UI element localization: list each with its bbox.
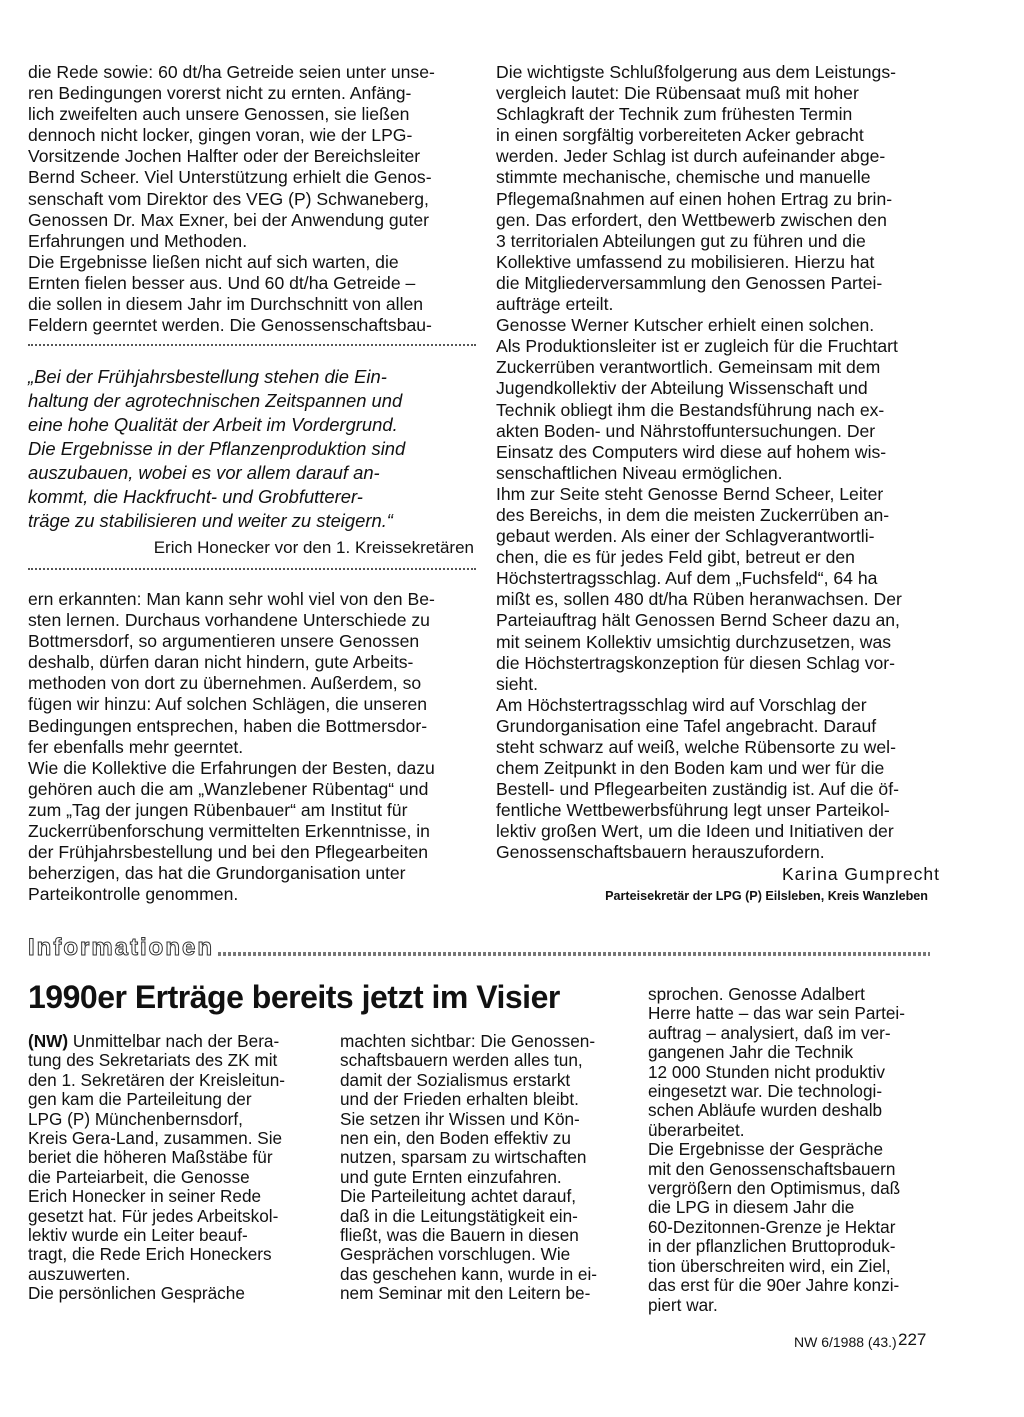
text-line: Die wichtigste Schlußfolgerung aus dem Leistungs- [496, 62, 896, 82]
text-line: 60-Dezitonnen-Grenze je Hektar [648, 1216, 896, 1237]
text-line: Wie die Kollektive die Erfahrungen der Besten, dazu [28, 757, 435, 778]
text-line: Jugendkollektiv der Abteilung Wissenschaft und [496, 378, 868, 399]
author-role: Parteisekretär der LPG (P) Eilsleben, Kreis Wanzleben [605, 889, 928, 903]
text-line: nen ein, den Boden effektiv zu [340, 1128, 571, 1149]
text-line: Die Parteileitung achtet darauf, [340, 1186, 576, 1207]
text-line: methoden von dort zu übernehmen. Außerdem, so [28, 673, 422, 694]
text-line: der Frühjahrsbestellung und bei den Pflegearbeiten [28, 842, 429, 863]
headline: 1990er Erträge bereits jetzt im Visier [28, 979, 560, 1015]
text-line: sprochen. Genosse Adalbert [648, 984, 865, 1004]
section-rule [218, 952, 930, 956]
text-line: piert war. [648, 1294, 718, 1315]
text-line: Genosse Werner Kutscher erhielt einen solchen. [496, 315, 875, 336]
text-line: dennoch nicht locker, gingen voran, wie der LPG- [28, 125, 413, 146]
text-line: gebaut werden. Als einer der Schlagverantwortli- [496, 526, 875, 547]
quote-line: eine hohe Qualität der Arbeit im Vordergrund. [28, 414, 398, 435]
text-line: Grundorganisation eine Tafel angebracht. Darauf [496, 715, 877, 736]
text-line: Die Ergebnisse ließen nicht auf sich warten, die [28, 251, 399, 272]
text-line: Genossen Dr. Max Exner, bei der Anwendung guter [28, 209, 429, 230]
text-line: werden. Jeder Schlag ist durch aufeinander abge- [496, 146, 886, 167]
text-line: Parteiauftrag hält Genossen Bernd Scheer dazu an, [496, 610, 900, 631]
text-line: gen. Das erfordert, den Wettbewerb zwischen den [496, 209, 887, 230]
text-line: eingesetzt war. Die technologi- [648, 1081, 883, 1102]
text-line: gesetzt hat. Für jedes Arbeitskol- [28, 1205, 279, 1226]
text-line: steht schwarz auf weiß, welche Rübensorte zu wel- [496, 737, 896, 757]
text-line: sten lernen. Durchaus vorhandene Unterschiede zu [28, 610, 430, 631]
text-line: tragt, die Rede Erich Honeckers [28, 1244, 272, 1265]
text-line: 12 000 Stunden nicht produktiv [648, 1061, 885, 1082]
issue-label: NW 6/1988 (43.) [794, 1334, 897, 1350]
divider-top [28, 344, 476, 346]
article-lead: (NW) [28, 1031, 69, 1051]
quote-source: Erich Honecker vor den 1. Kreissekretären [153, 538, 474, 557]
text-line: chem Zeitpunkt in den Boden kam und wer für die [496, 758, 885, 779]
text-line: den 1. Sekretären der Kreisleitun- [28, 1069, 285, 1090]
text-line: Bestell- und Pflegearbeiten zuständig ist. Auf die öf- [496, 779, 899, 800]
text-line: machten sichtbar: Die Genossen- [340, 1031, 596, 1051]
column-left-bottom [28, 589, 476, 905]
text-line: Höchstertragsschlag. Auf dem „Fuchsfeld“, 64 ha [496, 568, 878, 589]
text-line: LPG (P) Münchenbernsdorf, [28, 1108, 243, 1129]
text-line: fer ebenfalls mehr geerntet. [28, 736, 244, 757]
text-line: Bernd Scheer. Viel Unterstützung erhielt die Genos- [28, 167, 432, 188]
quote-line: kommt, die Hackfrucht- und Grobfutterer- [28, 486, 363, 507]
text-line: auszuwerten. [28, 1263, 131, 1284]
text-line: beriet die höheren Maßstäbe für [28, 1147, 273, 1168]
text-line: beherzigen, das hat die Grundorganisation unter [28, 863, 406, 884]
text-line: Zuckerrüben verantwortlich. Gemeinsam mit dem [496, 357, 881, 378]
article-column-3 [648, 985, 932, 1315]
text-line: die LPG in diesem Jahr die [648, 1197, 855, 1218]
text-line: Einsatz des Computers wird diese auf hohem wis- [496, 441, 887, 462]
text-line: fentliche Wettbewerbsführung legt unser Parteikol- [496, 800, 890, 821]
text-line: und der Frieden erhalten bleibt. [340, 1089, 579, 1110]
text-line: Am Höchstertragsschlag wird auf Vorschlag der [496, 694, 867, 715]
text-line: stimmte mechanische, chemische und manuelle [496, 167, 871, 188]
text-line: die Mitgliederversammlung den Genossen Partei- [496, 272, 883, 293]
text-line: das geschehen kann, wurde in ei- [340, 1263, 598, 1284]
text-line: mit den Genossenschaftsbauern [648, 1158, 896, 1179]
text-line: zum „Tag der jungen Rübenbauer“ am Institut für [28, 799, 408, 820]
text-line: tion überschreiten wird, ein Ziel, [648, 1255, 891, 1276]
text-line: gangenen Jahr die Technik [648, 1042, 854, 1063]
text-line: Feldern geerntet werden. Die Genossenschaftsbau- [28, 315, 432, 336]
text-line: mit seinem Kollektiv umsichtig durchzusetzen, was [496, 631, 892, 652]
quote-line: auszubauen, wobei es vor allem darauf an- [28, 462, 380, 483]
text-line: lektiv wurde ein Leiter beauf- [28, 1225, 248, 1246]
text-line: schaftsbauern werden alles tun, [340, 1050, 583, 1071]
text-line: Die persönlichen Gespräche [28, 1283, 245, 1304]
text-line: Technik obliegt ihm die Bestandsführung nach ex- [496, 399, 885, 420]
text-line: fügen wir hinzu: Auf solchen Schlägen, die unseren [28, 694, 428, 715]
text-line: Herre hatte – das war sein Partei- [648, 1003, 905, 1024]
quote-line: träge zu stabilisieren und weiter zu steigern.“ [28, 510, 393, 531]
text-line: die Höchstertragskonzeption für diesen Schlag vor- [496, 652, 896, 673]
text-line: Erfahrungen und Methoden. [28, 230, 248, 251]
text-line: Die Ergebnisse der Gespräche [648, 1139, 884, 1160]
text-line: Erich Honecker in seiner Rede [28, 1186, 262, 1207]
text-line: senschaft vom Direktor des VEG (P) Schwaneberg, [28, 188, 429, 209]
text-line: Bedingungen entsprechen, haben die Bottmersdor- [28, 715, 428, 736]
text-line: chen, die es für jedes Feld gibt, betreut er den [496, 547, 855, 568]
pull-quote [28, 365, 476, 533]
text-line: Pflegemaßnahmen auf einen hohen Ertrag zu brin- [496, 188, 893, 209]
article-column-1 [28, 1032, 310, 1304]
text-line: nutzen, sparsam zu wirtschaften [340, 1147, 587, 1168]
column-left-top [28, 62, 476, 336]
text-line: lektiv großen Wert, um die Ideen und Initiativen der [496, 821, 894, 842]
text-line: Bottmersdorf, so argumentieren unsere Genossen [28, 631, 420, 652]
text-line: Ihm zur Seite steht Genosse Bernd Scheer, Leiter [496, 483, 884, 504]
text-line: Vorsitzende Jochen Halfter oder der Bereichsleiter [28, 146, 421, 167]
text-line: fließt, was die Bauern in diesen [340, 1225, 579, 1246]
text-line: vergleich lautet: Die Rübensaat muß mit hoher [496, 83, 859, 104]
text-line: auftrag – analysiert, daß im ver- [648, 1022, 891, 1043]
text-line: überarbeitet. [648, 1119, 745, 1140]
text-line: Kollektive umfassend zu mobilisieren. Hierzu hat [496, 251, 875, 272]
text-line: gehören auch die am „Wanzlebener Rübentag“ und [28, 778, 429, 799]
text-line: Ernten fielen besser aus. Und 60 dt/ha Getreide – [28, 272, 416, 293]
text-line: akten Boden- und Nährstoffuntersuchungen. Der [496, 420, 876, 441]
text-line: ern erkannten: Man kann sehr wohl viel von den Be- [28, 589, 435, 609]
quote-line: Die Ergebnisse in der Pflanzenproduktion sind [28, 438, 406, 459]
quote-line: haltung der agrotechnischen Zeitspannen und [28, 390, 403, 411]
text-line: Unmittelbar nach der Bera- [68, 1031, 280, 1051]
text-line: in der pflanzlichen Bruttoproduk- [648, 1236, 896, 1257]
text-line: lich zweifelten auch unsere Genossen, sie ließen [28, 104, 410, 125]
text-line: tung des Sekretariats des ZK mit [28, 1050, 278, 1071]
text-line: damit der Sozialismus erstarkt [340, 1069, 571, 1090]
text-line: schen Abläufe wurden deshalb [648, 1100, 883, 1121]
quote-line: „Bei der Frühjahrsbestellung stehen die Ein- [28, 366, 387, 387]
text-line: nem Seminar mit den Leitern be- [340, 1283, 591, 1304]
text-line: senschaftlichen Niveau ermöglichen. [496, 462, 783, 483]
text-line: die Parteiarbeit, die Genosse [28, 1166, 250, 1187]
text-line: das erst für die 90er Jahre konzi- [648, 1275, 900, 1296]
text-line: Zuckerrübenforschung vermittelten Erkenntnisse, in [28, 821, 430, 842]
divider-bottom [28, 568, 476, 570]
text-line: ren Bedingungen vorerst nicht zu ernten. Anfäng- [28, 83, 412, 104]
text-line: in einen sorgfältig vorbereiteten Acker gebracht [496, 125, 864, 146]
text-line: Parteikontrolle genommen. [28, 884, 239, 905]
text-line: 3 territorialen Abteilungen gut zu führen und die [496, 230, 866, 251]
text-line: Gesprächen vorschlugen. Wie [340, 1244, 571, 1265]
text-line: gen kam die Parteileitung der [28, 1089, 252, 1110]
text-line: Kreis Gera-Land, zusammen. Sie [28, 1128, 283, 1149]
text-line: Als Produktionsleiter ist er zugleich für die Fruchtart [496, 336, 898, 357]
section-label: Informationen [28, 934, 214, 961]
article-column-2 [340, 1032, 618, 1304]
column-right [496, 62, 930, 864]
text-line: die Rede sowie: 60 dt/ha Getreide seien unter unse- [28, 62, 435, 82]
text-line: die sollen in diesem Jahr im Durchschnitt von allen [28, 294, 424, 315]
text-line: vergrößern den Optimismus, daß [648, 1178, 901, 1199]
text-line: deshalb, dürfen daran nicht hindern, gute Arbeits- [28, 652, 414, 673]
text-line: sieht. [496, 673, 539, 694]
text-line: mißt es, sollen 480 dt/ha Rüben heranwachsen. Der [496, 589, 902, 610]
text-line: Schlagkraft der Technik zum frühesten Termin [496, 104, 853, 125]
text-line: daß in die Leitungstätigkeit ein- [340, 1205, 578, 1226]
text-line: des Bereichs, in dem die meisten Zuckerrüben an- [496, 504, 890, 525]
text-line: aufträge erteilt. [496, 294, 614, 315]
page-number: 227 [898, 1330, 927, 1349]
text-line: Sie setzen ihr Wissen und Kön- [340, 1108, 580, 1129]
author-name: Karina Gumprecht [781, 864, 940, 884]
text-line: Genossenschaftsbauern herauszufordern. [496, 842, 825, 863]
text-line: und gute Ernten einzufahren. [340, 1166, 562, 1187]
